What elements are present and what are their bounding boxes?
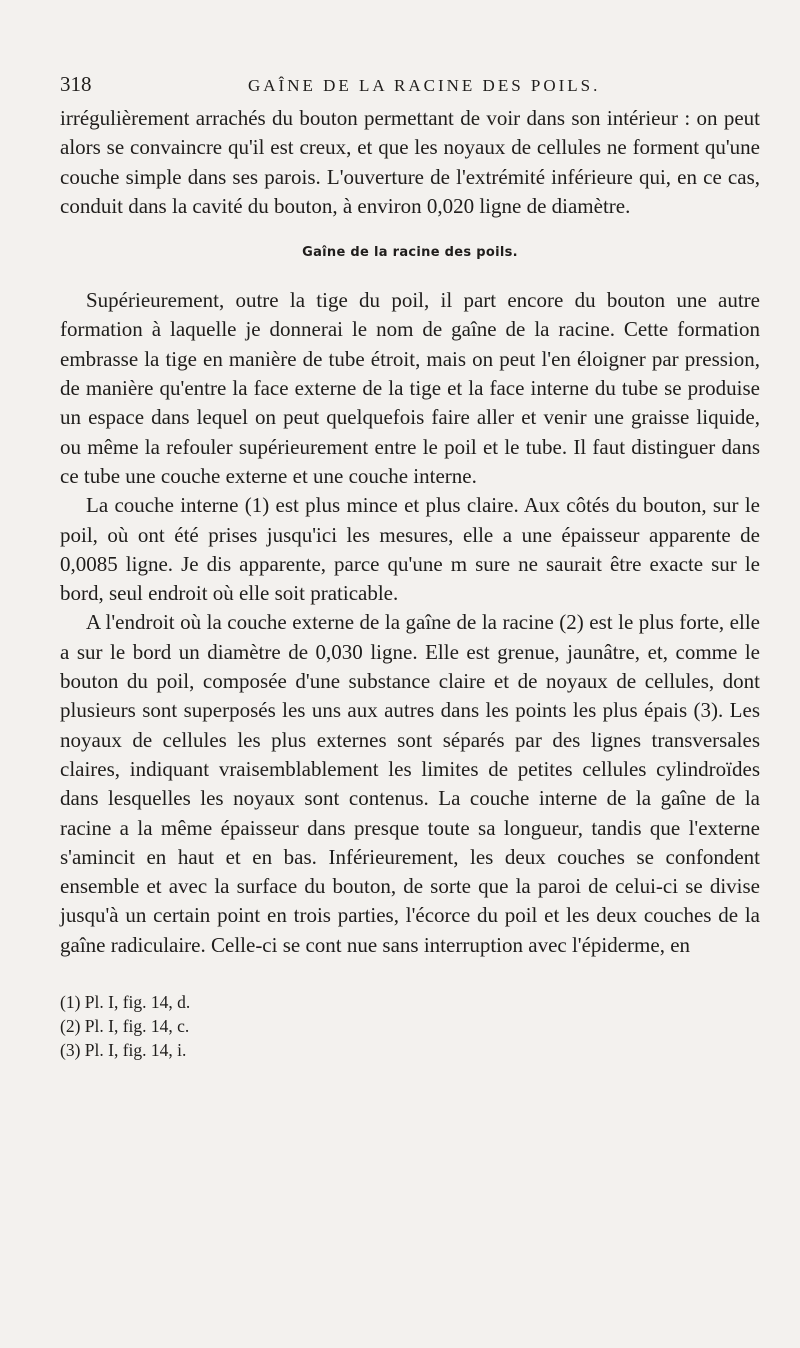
body-paragraph-2: La couche interne (1) est plus mince et plus claire. Aux côtés du bouton, sur le poil, où ont été prises jusqu'ici les mesures, elle a une épaisseur apparente de 0,0085 ligne. Je dis apparente, parce qu'une m sure ne saurait être exacte sur le bord, seul endroit où elle soit praticable. [60, 493, 760, 606]
body-paragraph-3: A l'endroit où la couche externe de la gaîne de la racine (2) est le plus forte, elle a sur le bord un diamètre de 0,030 ligne. Elle est grenue, jaunâtre, et, comme le bouton du poil, composée d'une substance claire et de noyaux de cellules, dont plusieurs sont superposés les uns aux autres dans les points les plus épais (3). Les noyaux de cellules les plus externes sont séparés par des lignes transversales claires, indiquant vraisemblablement les limites de petites cellules cylindroïdes dans lesquelles les noyaux sont contenus. La couche interne de la gaîne de la racine a la même épaisseur dans presque toute sa longueur, tandis que l'externe s'amincit en haut et en bas. Inférieurement, les deux couches se confondent ensemble et avec la surface du bouton, de sorte que la paroi de celui-ci se divise jusqu'à un certain point en trois parties, l'écorce du poil et les deux couches de la gaîne radiculaire. Celle-ci se cont nue sans interruption avec l'épiderme, en [60, 610, 760, 957]
running-head [60, 72, 760, 104]
running-title: GAÎNE DE LA RACINE DES POILS. [248, 76, 601, 95]
section-heading: Gaîne de la racine des poils. [302, 245, 518, 261]
page-number: 318 [60, 72, 92, 96]
body-paragraph-1: Supérieurement, outre la tige du poil, il part encore du bouton une autre formation à laquelle je donnerai le nom de gaîne de la racine. Cette formation embrasse la tige en manière de tube étroit, mais on peut l'en éloigner par pression, de manière qu'entre la face externe de la tige et la face interne du tube se produise un espace dans lequel on peut quelquefois faire aller et venir une graisse liquide, ou même la refouler supérieurement entre le poil et le tube. Il faut distinguer dans ce tube une couche externe et une couche interne. [60, 288, 760, 488]
footnote-2: (2) Pl. I, fig. 14, c. [60, 1016, 190, 1037]
footnote-3: (3) Pl. I, fig. 14, i. [60, 1040, 187, 1061]
footnotes [60, 990, 760, 1062]
footnote-1: (1) Pl. I, fig. 14, d. [60, 992, 191, 1013]
book-page [60, 72, 760, 1062]
intro-paragraph: irrégulièrement arrachés du bouton permettant de voir dans son intérieur : on peut alors se convaincre qu'il est creux, et que les noyaux de cellules ne forment qu'une couche simple dans ses parois. L'ouverture de l'extrémité inférieure qui, en ce cas, conduit dans la cavité du bouton, à environ 0,020 ligne de diamètre. [60, 106, 760, 218]
